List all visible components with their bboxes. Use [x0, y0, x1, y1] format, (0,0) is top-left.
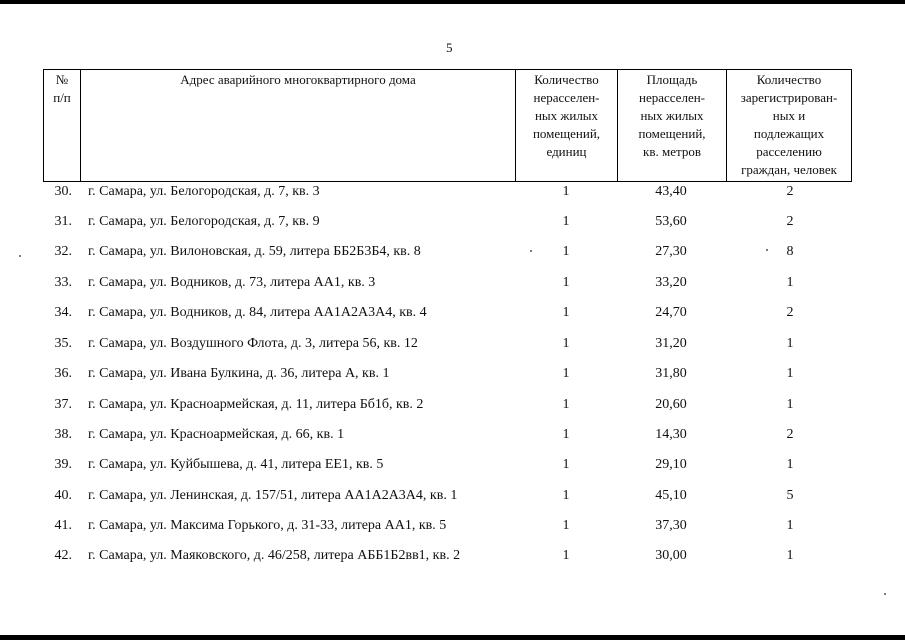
row-address: г. Самара, ул. Водников, д. 73, литера АА1, кв. 3 — [88, 275, 376, 290]
row-address: г. Самара, ул. Ивана Булкина, д. 36, литера А, кв. 1 — [88, 366, 390, 381]
header-people-line: подлежащих — [753, 126, 825, 141]
row-units: 1 — [562, 184, 570, 199]
table-row — [0, 303, 905, 323]
row-address: г. Самара, ул. Вилоновская, д. 59, литера ББ2Б3Б4, кв. 8 — [88, 244, 421, 259]
table-row — [0, 182, 905, 202]
header-address-line: Адрес аварийного многоквартирного дома — [180, 72, 416, 87]
row-people: 1 — [786, 366, 794, 381]
table-row — [0, 242, 905, 262]
row-units: 1 — [562, 244, 570, 259]
table-row — [0, 455, 905, 475]
table-row — [0, 395, 905, 415]
row-address: г. Самара, ул. Красноармейская, д. 11, литера Бб1б, кв. 2 — [88, 397, 424, 412]
row-address: г. Самара, ул. Белогородская, д. 7, кв. 9 — [88, 214, 320, 229]
row-units: 1 — [562, 488, 570, 503]
row-address: г. Самара, ул. Маяковского, д. 46/258, литера АББ1Б2вв1, кв. 2 — [88, 548, 461, 563]
header-num-line: № — [55, 72, 69, 87]
row-area: 29,10 — [655, 457, 687, 472]
row-number: 34. — [54, 305, 72, 320]
scan-speck — [530, 250, 532, 252]
scan-speck — [766, 249, 768, 251]
header-area-line: помещений, — [638, 126, 706, 141]
table-row — [0, 516, 905, 536]
row-people: 8 — [786, 244, 794, 259]
row-address: г. Самара, ул. Белогородская, д. 7, кв. 3 — [88, 184, 320, 199]
row-address: г. Самара, ул. Куйбышева, д. 41, литера ЕЕ1, кв. 5 — [88, 457, 384, 472]
header-units — [515, 69, 617, 182]
top-scan-border — [0, 0, 905, 4]
header-units-line: ных жилых — [534, 108, 599, 123]
row-number: 40. — [54, 488, 72, 503]
table-row — [0, 273, 905, 293]
row-units: 1 — [562, 427, 570, 442]
row-area: 31,20 — [655, 336, 687, 351]
row-units: 1 — [562, 305, 570, 320]
header-num — [43, 69, 80, 182]
scan-speck — [884, 593, 886, 595]
table-row — [0, 546, 905, 566]
header-area-line: Площадь — [646, 72, 698, 87]
header-people-line: Количество — [756, 72, 822, 87]
row-people: 2 — [786, 184, 794, 199]
row-number: 38. — [54, 427, 72, 442]
row-units: 1 — [562, 397, 570, 412]
header-units-line: единиц — [546, 144, 587, 159]
row-number: 36. — [54, 366, 72, 381]
row-units: 1 — [562, 548, 570, 563]
page-number: 5 — [446, 40, 453, 55]
row-number: 33. — [54, 275, 72, 290]
row-number: 32. — [54, 244, 72, 259]
row-area: 14,30 — [655, 427, 687, 442]
row-area: 53,60 — [655, 214, 687, 229]
row-people: 1 — [786, 336, 794, 351]
header-people-line: расселению — [756, 144, 822, 159]
row-people: 1 — [786, 457, 794, 472]
header-num-line: п/п — [53, 90, 71, 105]
row-number: 30. — [54, 184, 72, 199]
scan-speck — [19, 255, 21, 257]
row-number: 42. — [54, 548, 72, 563]
row-area: 20,60 — [655, 397, 687, 412]
header-people-line: зарегистрирован- — [740, 90, 838, 105]
row-address: г. Самара, ул. Ленинская, д. 157/51, литера АА1А2А3А4, кв. 1 — [88, 488, 458, 503]
row-people: 1 — [786, 275, 794, 290]
row-people: 2 — [786, 214, 794, 229]
row-number: 35. — [54, 336, 72, 351]
row-address: г. Самара, ул. Максима Горького, д. 31-33, литера АА1, кв. 5 — [88, 518, 447, 533]
table-row — [0, 425, 905, 445]
row-area: 43,40 — [655, 184, 687, 199]
header-people-line: граждан, человек — [741, 162, 837, 177]
row-units: 1 — [562, 457, 570, 472]
row-units: 1 — [562, 518, 570, 533]
row-number: 39. — [54, 457, 72, 472]
row-people: 2 — [786, 305, 794, 320]
row-people: 2 — [786, 427, 794, 442]
header-address — [80, 69, 515, 182]
header-area — [617, 69, 726, 182]
row-people: 1 — [786, 518, 794, 533]
table-row — [0, 334, 905, 354]
header-area-line: ных жилых — [640, 108, 704, 123]
row-number: 41. — [54, 518, 72, 533]
header-units-line: помещений, — [532, 126, 601, 141]
row-address: г. Самара, ул. Водников, д. 84, литера АА1А2А3А4, кв. 4 — [88, 305, 427, 320]
row-address: г. Самара, ул. Воздушного Флота, д. 3, литера 56, кв. 12 — [88, 336, 418, 351]
row-area: 37,30 — [655, 518, 687, 533]
row-address: г. Самара, ул. Красноармейская, д. 66, кв. 1 — [88, 427, 345, 442]
row-people: 1 — [786, 548, 794, 563]
row-units: 1 — [562, 366, 570, 381]
header-units-line: Количество — [534, 72, 599, 87]
header-units-line: нерасселен- — [533, 90, 600, 105]
table-row — [0, 486, 905, 506]
row-people: 1 — [786, 397, 794, 412]
row-units: 1 — [562, 336, 570, 351]
row-people: 5 — [786, 488, 794, 503]
row-units: 1 — [562, 275, 570, 290]
row-units: 1 — [562, 214, 570, 229]
table-row — [0, 364, 905, 384]
table-row — [0, 212, 905, 232]
row-area: 45,10 — [655, 488, 687, 503]
row-number: 37. — [54, 397, 72, 412]
header-people-line: ных и — [772, 108, 806, 123]
header-area-line: кв. метров — [643, 144, 701, 159]
row-area: 31,80 — [655, 366, 687, 381]
header-people — [726, 69, 852, 182]
row-area: 33,20 — [655, 275, 687, 290]
bottom-scan-border — [0, 635, 905, 640]
row-number: 31. — [54, 214, 72, 229]
row-area: 24,70 — [655, 305, 687, 320]
header-area-line: нерасселен- — [638, 90, 705, 105]
row-area: 27,30 — [655, 244, 687, 259]
row-area: 30,00 — [655, 548, 687, 563]
